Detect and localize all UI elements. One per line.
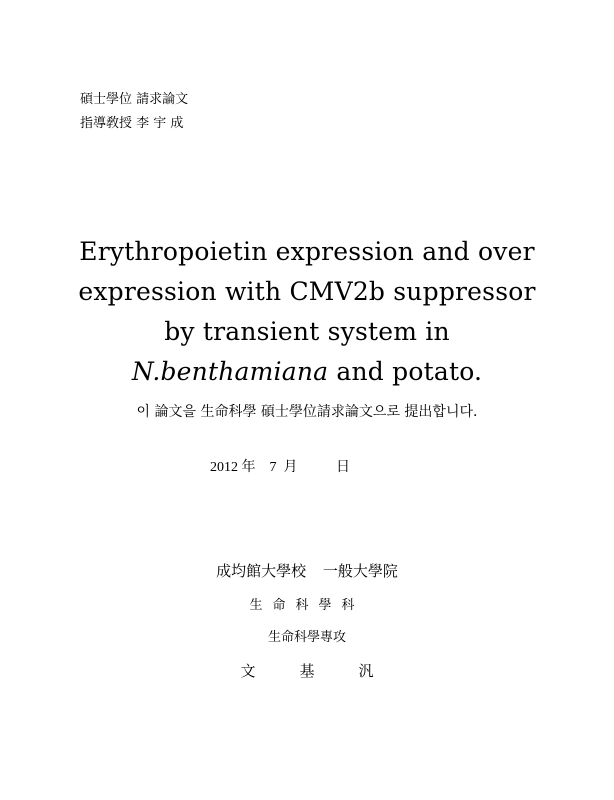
date-year-unit: 年 [241, 460, 256, 475]
thesis-title [0, 232, 614, 392]
date-day-unit: 日 [336, 460, 350, 475]
title-line-4-rest: and potato. [328, 357, 483, 386]
date-month: 7 [269, 460, 277, 475]
author-char-3: 汎 [358, 662, 374, 680]
advisor-line: 指導敎授 李 宇 成 [80, 116, 184, 131]
author-char-1: 文 [240, 662, 256, 680]
title-line-3: by transient system in [164, 317, 450, 346]
date-month-unit: 月 [283, 460, 298, 475]
date-line [210, 458, 350, 478]
title-line-2: expression with CMV2b suppressor [78, 277, 536, 306]
degree-line: 碩士學位 請求論文 [80, 92, 189, 107]
header-block [80, 88, 188, 136]
date-year: 2012 [210, 460, 238, 475]
author-char-2: 基 [299, 662, 315, 680]
submission-statement: 이 論文을 生命科學 碩士學位請求論文으로 提出합니다. [136, 404, 478, 420]
species-name: N.benthamiana [131, 357, 329, 386]
author-name [0, 660, 614, 681]
department-name: 生命科學科 [249, 598, 365, 613]
major-name: 生命科學專攻 [267, 630, 346, 645]
title-line-1: Erythropoietin expression and over [79, 237, 535, 266]
school-name: 成均館大學校 一般大學院 [216, 562, 398, 580]
title-line-4 [0, 352, 614, 392]
